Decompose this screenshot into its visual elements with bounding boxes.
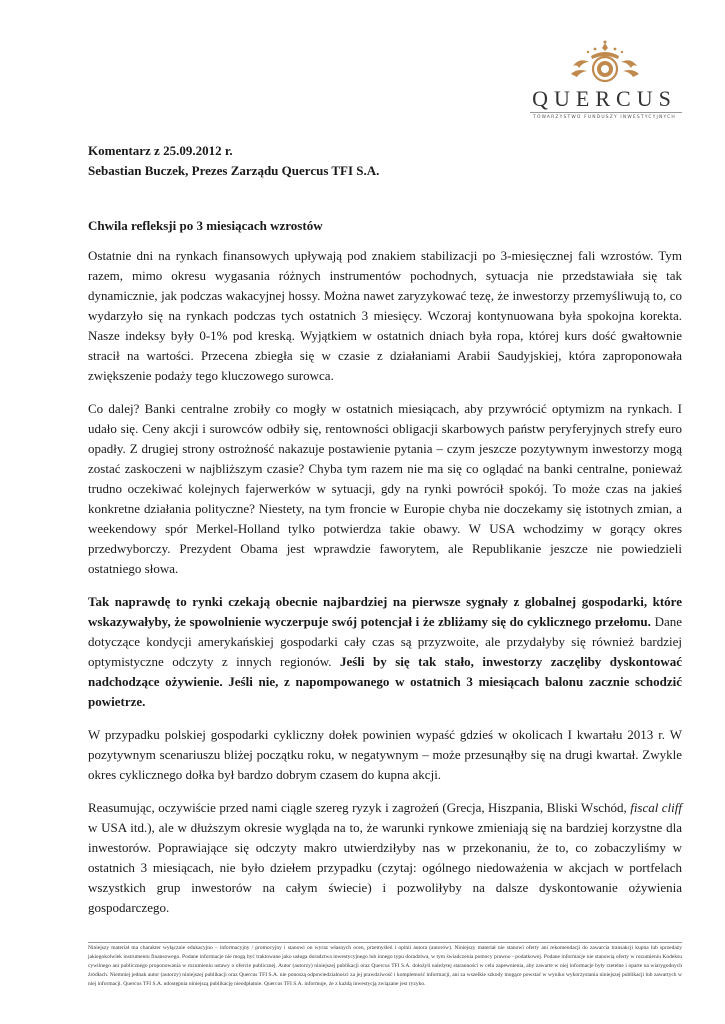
paragraph-4: W przypadku polskiej gospodarki cykliczny dołek powinien wypaść gdzieś w okolicach I kwartału 2013 r. W pozytywnym scenariuszu bliżej początku roku, w negatywnym – może przesunąłby się na drugi kwartał. Zwykle okres cyklicznego dołka był bardzo dobrym czasem do kupna akcji. [88,727,682,782]
logo-tagline: TOWARZYSTWO FUNDUSZY INWESTYCYJNYCH [533,115,676,120]
quercus-logo [522,40,687,130]
paragraph-3-bold-conclusion: Jeśli by się tak stało, inwestorzy zaczęliby dyskontować nadchodzące ożywienie. Jeśli nie, z napompowanego w ostatnich 3 miesiącach balonu zacznie schodzić powietrze. [88,654,683,709]
paragraph-5 [88,798,682,918]
footer-divider [88,942,682,943]
paragraph-5-text-a: Reasumując, oczywiście przed nami ciągle szereg ryzyk i zagrożeń (Grecja, Hiszpania, Bliski Wschód, [88,800,631,815]
comment-date: Komentarz z 25.09.2012 r. [88,143,233,158]
paragraph-3-text: Dane dotyczące kondycji amerykańskiej gospodarki cały czas są przyzwoite, ale przydałyby się również bardziej optymistyczne odczyty z innych regionów. [88,614,682,669]
article [88,141,682,931]
paragraph-5-italic: fiscal cliff [630,800,682,815]
paragraph-3-bold-lead: Tak naprawdę to rynki czekają obecnie najbardziej na pierwsze sygnały z globalnej gospodarki, które wskazywałyby, że spowolnienie wyczerpuje swój potencjał i że zbliżamy się do cyklicznego przełomu. [88,594,682,629]
paragraph-1: Ostatnie dni na rynkach finansowych upływają pod znakiem stabilizacji po 3-miesięcznej fali wzrostów. Tym razem, mimo okresu wygasania różnych instrumentów pochodnych, sytuacja nie przedstawiała się tak dynamicznie, jak podczas wakacyjnej hossy. Można nawet zaryzykować tezę, że inwestorzy przemyśliwują to, co wydarzyło się na rynkach podczas tych ostatnich 3 miesięcy. Wczoraj kontynuowana była spokojna korekta. Nasze indeksy były 0-1% pod kreską. Wyjątkiem w ostatnich dniach była ropa, której kurs dość gwałtownie stracił na wartości. Przecena zbiegła się w czasie z działaniami Arabii Saudyjskiej, która zaproponowała zwiększenie podaży tego kluczowego surowca. [88,248,682,383]
disclaimer: Niniejszy materiał ma charakter wyłącznie edukacyjno – informacyjny / promocyjny i stanowi on wyraz własnych ocen, przemyśleń i opinii autora (autorów). Niniejszy materiał nie stanowi oferty ani rekomendacji do zawarcia transakcji kupna lub sprzedaży jakiegokolwiek instrumentu finansowego. Podane informacje nie mogą być traktowane jako usługa doradztwa inwestycyjnego lub innego typu doradztwa, w tym świadczenia pomocy prawno - podatkowej. Podane informacje nie stanowią oferty w rozumieniu Kodeksu cywilnego ani publicznego proponowania w rozumieniu ustawy o ofercie publicznej. Autor (autorzy) niniejszej publikacji oraz Quercus TFI S.A. dołożyli należytej staranności w celu zapewnienia, aby zawarte w niej informacje były rzetelne i oparte na wiarygodnych źródłach. Niemniej jednak autor (autorzy) niniejszej publikacji oraz Quercus TFI S.A. nie ponoszą odpowiedzialności za jej prawdziwość i kompletność informacji, ani za wszelkie szkody mogące powstać w wyniku wykorzystania niniejszej publikacji lub zawartych w niej informacji. Quercus TFI S.A. udostępnia niniejszą publikację nieodpłatnie. Quercus TFI S.A. informuje, że z każdą inwestycją związane jest ryzyko. [88,945,682,987]
author-line: Sebastian Buczek, Prezes Zarządu Quercus TFI S.A. [88,163,380,178]
article-title: Chwila refleksji po 3 miesiącach wzrostów [88,218,323,233]
paragraph-3 [88,592,682,712]
crown-seal-icon [565,40,645,86]
paragraph-2: Co dalej? Banki centralne zrobiły co mogły w ostatnich miesiącach, aby przywrócić optymizm na rynkach. I udało się. Ceny akcji i surowców odbiły się, rentowności obligacji skarbowych państw peryferyjnych strefy euro opadły. Z drugiej strony ostrożność nakazuje postawienie pytania – czym jeszcze pozytywnym inwestorzy mogą zostać zaskoczeni w najbliższym czasie? Chyba tym razem nie ma się co oglądać na banki centralne, ponieważ trudno oczekiwać kolejnych fajerwerków w sytuacji, gdy na rynki powrócił spokój. To może czas na jakieś konkretne działania polityczne? Niestety, na tym froncie w Europie chyba nie doczekamy się istotnych zmian, a weekendowy spór Merkel-Holland tylko potwierdza takie obawy. W USA wchodzimy w gorący okres przedwyborczy. Prezydent Obama jest wprawdzie faworytem, ale Republikanie jeszcze nie powiedzieli ostatniego słowa. [88,401,682,576]
logo-wordmark: QUERCUS [532,86,677,111]
logo-divider [530,112,682,113]
paragraph-5-text-b: w USA itd.), ale w dłuższym okresie wygląda na to, że warunki rynkowe zmieniają się na bardziej korzystne dla inwestorów. Poprawiające się odczyty makro utwierdziłyby nas w przekonaniu, że to, co zobaczyliśmy w ostatnich 3 miesiącach, nie było dziełem przypadku (czytaj: ogólnego niedoważenia w akcjach w portfelach wszystkich grup inwestorów na całym świecie) i pozwoliłyby na dalsze dyskontowanie ożywienia gospodarczego. [88,820,682,915]
